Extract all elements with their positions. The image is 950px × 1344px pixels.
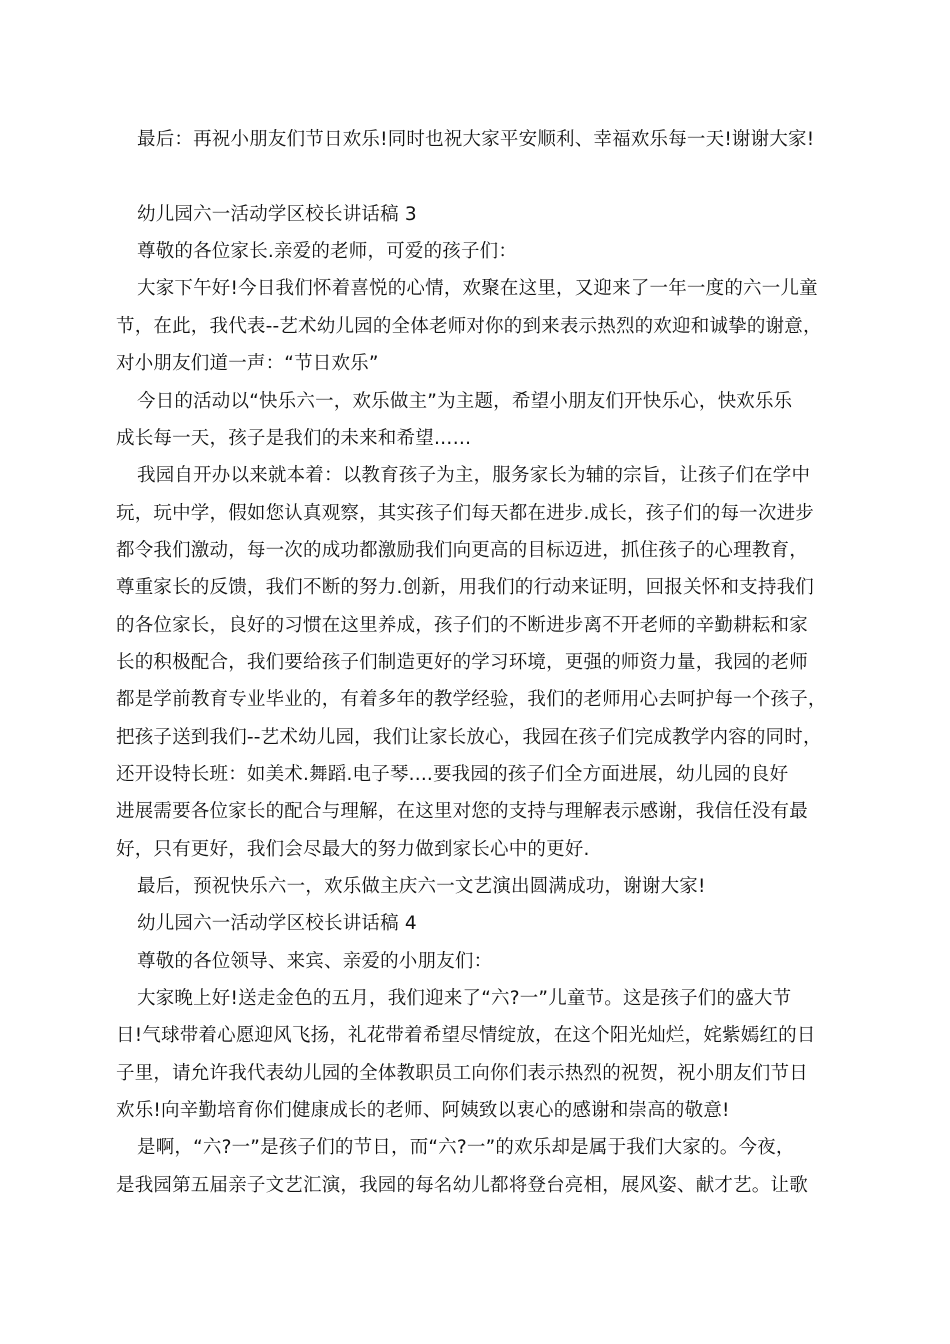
speech3-title: 幼儿园六一活动学区校长讲话稿 3 bbox=[137, 204, 417, 225]
speech3-para3-line: 我园自开办以来就本着：以教育孩子为主，服务家长为辅的宗旨，让孩子们在学中 bbox=[137, 465, 811, 486]
speech3-closing: 最后，预祝快乐六一，欢乐做主庆六一文艺演出圆满成功，谢谢大家! bbox=[137, 876, 706, 897]
speech3-para2-line: 成长每一天，孩子是我们的未来和希望…… bbox=[116, 428, 472, 449]
speech3-para3-line: 把孩子送到我们--艺术幼儿园，我们让家长放心，我园在孩子们完成教学内容的同时， bbox=[116, 727, 822, 748]
speech4-para2-line: 是我园第五届亲子文艺汇演，我园的每名幼儿都将登台亮相，展风姿、献才艺。让歌 bbox=[116, 1175, 808, 1196]
speech3-para3-line: 好，只有更好，我们会尽最大的努力做到家长心中的更好. bbox=[116, 839, 590, 860]
speech3-para3-line: 的各位家长，良好的习惯在这里养成，孩子们的不断进步离不开老师的辛勤耕耘和家 bbox=[116, 615, 808, 636]
speech3-para3-line: 都令我们激动，每一次的成功都激励我们向更高的目标迈进，抓住孩子的心理教育， bbox=[116, 540, 808, 561]
speech3-para3-line: 进展需要各位家长的配合与理解，在这里对您的支持与理解表示感谢，我信任没有最 bbox=[116, 801, 808, 822]
speech3-para1-line: 对小朋友们道一声：“节日欢乐” bbox=[116, 353, 379, 374]
speech4-para2-line: 是啊，“六?一”是孩子们的节日，而“六?一”的欢乐却是属于我们大家的。今夜， bbox=[137, 1137, 795, 1158]
speech4-para1-line: 欢乐!向辛勤培育你们健康成长的老师、阿姨致以衷心的感谢和崇高的敬意! bbox=[116, 1100, 730, 1121]
speech3-para2-line: 今日的活动以“快乐六一，欢乐做主”为主题，希望小朋友们开快乐心，快欢乐乐 bbox=[137, 391, 793, 412]
closing-line-prev: 最后：再祝小朋友们节日欢乐!同时也祝大家平安顺利、幸福欢乐每一天!谢谢大家! bbox=[137, 129, 815, 150]
speech4-para1-line: 子里，请允许我代表幼儿园的全体教职员工向你们表示热烈的祝贺，祝小朋友们节日 bbox=[116, 1063, 808, 1084]
speech4-salutation: 尊敬的各位领导、来宾、亲爱的小朋友们： bbox=[137, 951, 493, 972]
speech3-para3-line: 玩，玩中学，假如您认真观察，其实孩子们每天都在进步.成长，孩子们的每一次进步 bbox=[116, 503, 814, 524]
speech3-salutation: 尊敬的各位家长.亲爱的老师，可爱的孩子们： bbox=[137, 241, 518, 262]
speech3-para3-line: 还开设特长班：如美术.舞蹈.电子琴....要我园的孩子们全方面进展，幼儿园的良好 bbox=[116, 764, 789, 785]
speech3-para3-line: 都是学前教育专业毕业的，有着多年的教学经验，我们的老师用心去呵护每一个孩子， bbox=[116, 689, 827, 710]
speech3-para1-line: 节，在此，我代表--艺术幼儿园的全体老师对你的到来表示热烈的欢迎和诚挚的谢意， bbox=[116, 316, 822, 337]
speech3-para3-line: 尊重家长的反馈，我们不断的努力.创新，用我们的行动来证明，回报关怀和支持我们 bbox=[116, 577, 814, 598]
speech3-para1-line: 大家下午好!今日我们怀着喜悦的心情，欢聚在这里，又迎来了一年一度的六一儿童 bbox=[137, 278, 818, 299]
speech4-title: 幼儿园六一活动学区校长讲话稿 4 bbox=[137, 913, 417, 934]
speech4-para1-line: 日!气球带着心愿迎风飞扬，礼花带着希望尽情绽放，在这个阳光灿烂，姹紫嫣红的日 bbox=[116, 1025, 816, 1046]
speech4-para1-line: 大家晚上好!送走金色的五月，我们迎来了“六?一”儿童节。这是孩子们的盛大节 bbox=[137, 988, 792, 1009]
speech3-para3-line: 长的积极配合，我们要给孩子们制造更好的学习环境，更强的师资力量，我园的老师 bbox=[116, 652, 808, 673]
